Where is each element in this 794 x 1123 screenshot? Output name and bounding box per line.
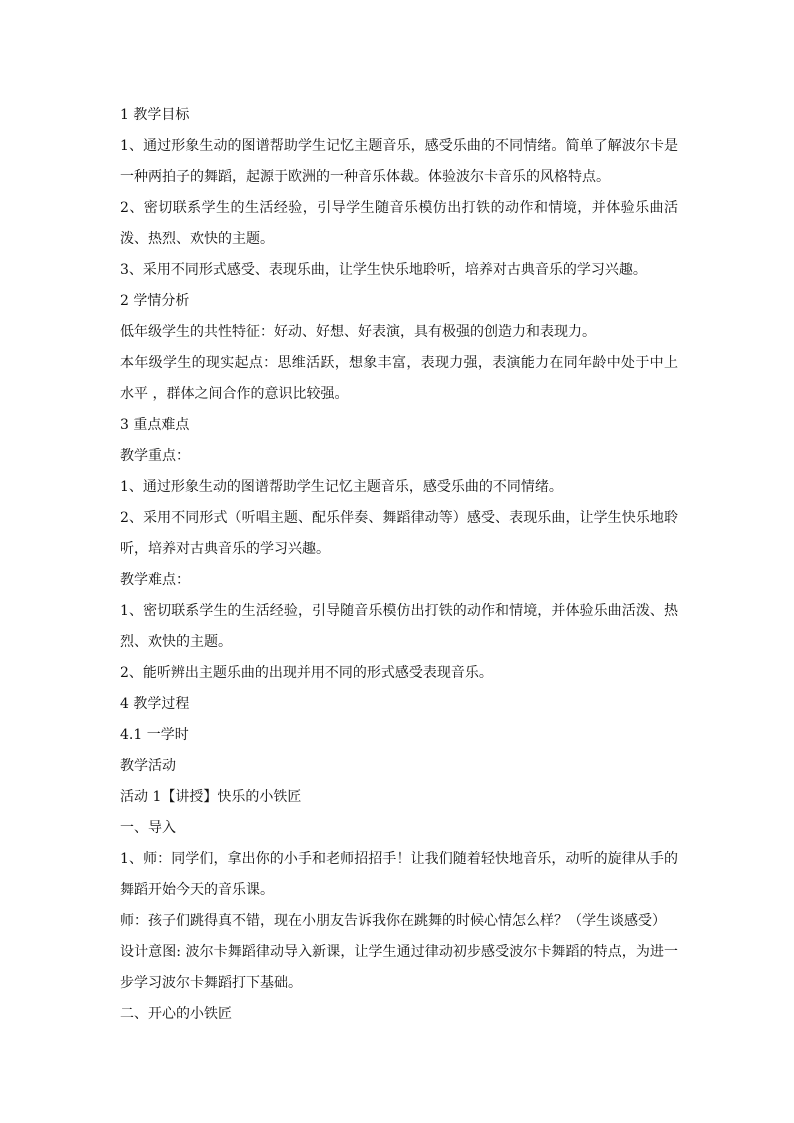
label-difficulties: 教学难点：	[120, 572, 190, 588]
section-heading-process: 4 教学过程	[120, 696, 190, 712]
paragraph-goal-1: 1、通过形象生动的图谱帮助学生记忆主题音乐，感受乐曲的不同情绪。简单了解波尔卡是一种两拍子的舞蹈，起源于欧洲的一种音乐体裁。体验波尔卡音乐的风格特点。	[120, 138, 678, 185]
step-happy-blacksmith: 二、开心的小铁匠	[120, 1006, 232, 1022]
paragraph-intro-1: 1、师：同学们，拿出你的小手和老师招招手！让我们随着轻快地音乐，动听的旋律从手的舞蹈开始今天的音乐课。	[120, 851, 678, 898]
subheading-lesson: 4.1 一学时	[120, 727, 189, 743]
paragraph-key-point-1: 1、通过形象生动的图谱帮助学生记忆主题音乐，感受乐曲的不同情绪。	[120, 479, 563, 495]
paragraph-goal-3: 3、采用不同形式感受、表现乐曲，让学生快乐地聆听，培养对古典音乐的学习兴趣。	[120, 262, 647, 278]
activity-title: 活动 1【讲授】快乐的小铁匠	[120, 789, 302, 805]
paragraph-difficulty-2: 2、能听辨出主题乐曲的出现并用不同的形式感受表现音乐。	[120, 665, 493, 681]
paragraph-difficulty-1: 1、密切联系学生的生活经验，引导随音乐模仿出打铁的动作和情境，并体验乐曲活泼、热烈、欢快的主题。	[120, 603, 678, 650]
document-page	[120, 100, 678, 1030]
paragraph-analysis-2: 本年级学生的现实起点：思维活跃，想象丰富，表现力强，表演能力在同年龄中处于中上水平 ，群体之间合作的意识比较强。	[120, 355, 678, 402]
paragraph-design-intent: 设计意图: 波尔卡舞蹈律动导入新课，让学生通过律动初步感受波尔卡舞蹈的特点，为进一步学习波尔卡舞蹈打下基础。	[120, 944, 678, 991]
label-key-points: 教学重点：	[120, 448, 190, 464]
section-heading-focus: 3 重点难点	[120, 417, 190, 433]
paragraph-intro-2: 师：孩子们跳得真不错，现在小朋友告诉我你在跳舞的时候心情怎么样？（学生谈感受）	[120, 913, 666, 929]
label-activities: 教学活动	[120, 758, 176, 774]
paragraph-analysis-1: 低年级学生的共性特征：好动、好想、好表演，具有极强的创造力和表现力。	[120, 324, 596, 340]
section-heading-analysis: 2 学情分析	[120, 293, 190, 309]
section-heading-goals: 1 教学目标	[120, 107, 190, 123]
paragraph-goal-2: 2、密切联系学生的生活经验，引导学生随音乐模仿出打铁的动作和情境，并体验乐曲活泼、热烈、欢快的主题。	[120, 200, 678, 247]
step-intro: 一、导入	[120, 820, 176, 836]
paragraph-key-point-2: 2、采用不同形式（听唱主题、配乐伴奏、舞蹈律动等）感受、表现乐曲，让学生快乐地聆听，培养对古典音乐的学习兴趣。	[120, 510, 678, 557]
